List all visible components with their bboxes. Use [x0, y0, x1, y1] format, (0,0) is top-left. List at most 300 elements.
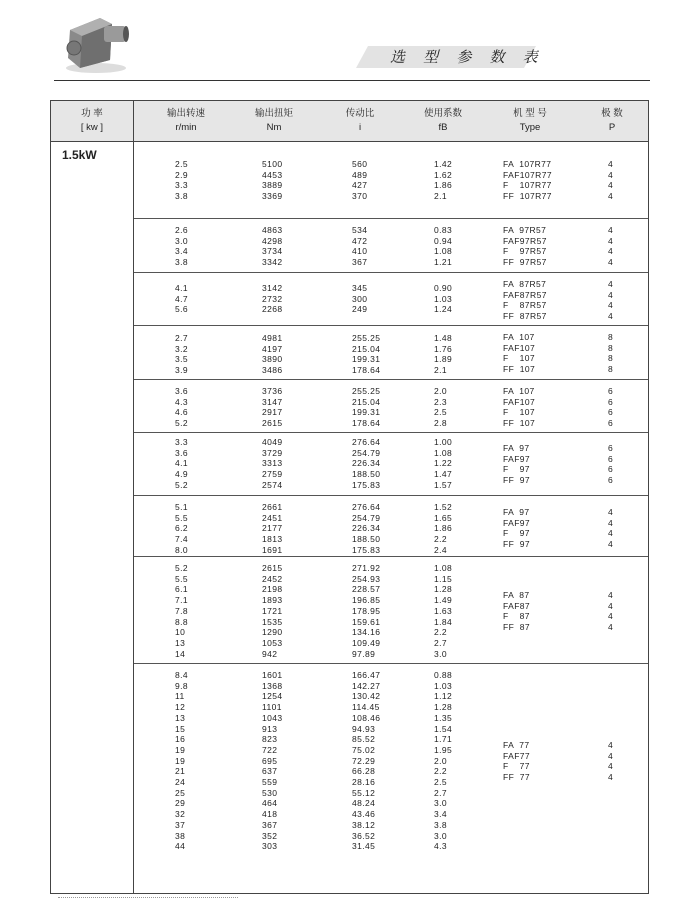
- output-speed-cell: 8.0: [175, 544, 189, 555]
- ratio-cell: 178.64: [352, 418, 381, 429]
- output-torque-cell: 2615: [262, 563, 283, 573]
- output-torque-cell: 303: [262, 841, 278, 852]
- poles-cell: 6: [608, 443, 614, 453]
- output-speed-cell: 3.8: [175, 257, 189, 268]
- header-output-torque: 输出扭矩 Nm: [254, 108, 293, 133]
- type-cell: FAF107: [503, 342, 536, 353]
- ratio-cell: 36.52: [352, 830, 376, 841]
- output-torque-cell: 4197: [262, 343, 283, 354]
- ratio-cell: 72.29: [352, 755, 376, 766]
- output-torque-cell: 3313: [262, 458, 283, 469]
- output-speed-cell: 19: [175, 744, 186, 755]
- service-factor-cell: 3.4: [434, 809, 448, 820]
- type-cell: FA 87R57: [503, 279, 547, 289]
- group-divider: [134, 663, 648, 664]
- poles-cell: 4: [608, 300, 614, 311]
- type-cell: FAF97R57: [503, 235, 547, 246]
- output-torque-cell: 1813: [262, 534, 283, 545]
- header-type: 机 型 号 Type: [513, 108, 547, 133]
- ratio-cell: 560: [352, 159, 368, 169]
- output-speed-cell: 4.1: [175, 458, 189, 469]
- poles-cell: 4: [608, 750, 614, 761]
- poles-cell: 4: [608, 611, 614, 622]
- service-factor-cell: 2.2: [434, 766, 448, 777]
- ratio-cell: 255.25: [352, 333, 381, 343]
- service-factor-cell: 1.65: [434, 512, 453, 523]
- poles-cell: 4: [608, 772, 614, 783]
- output-torque-cell: 1043: [262, 712, 283, 723]
- service-factor-cell: 1.03: [434, 293, 453, 304]
- ratio-cell: 175.83: [352, 479, 381, 490]
- output-speed-cell: 5.6: [175, 304, 189, 315]
- type-cell: FF 107R77: [503, 191, 552, 202]
- output-torque-cell: 352: [262, 830, 278, 841]
- output-speed-cell: 2.9: [175, 169, 189, 180]
- service-factor-cell: 2.5: [434, 407, 448, 418]
- ratio-cell: 159.61: [352, 616, 381, 627]
- poles-cell: 4: [608, 517, 614, 528]
- ratio-cell: 130.42: [352, 691, 381, 702]
- service-factor-cell: 1.84: [434, 616, 453, 627]
- output-speed-cell: 3.0: [175, 235, 189, 246]
- ratio-cell: 55.12: [352, 787, 376, 798]
- type-cell: F 77: [503, 761, 530, 772]
- output-torque-cell: 3147: [262, 396, 283, 407]
- output-speed-cell: 5.1: [175, 502, 189, 512]
- output-speed-cell: 4.6: [175, 407, 189, 418]
- ratio-cell: 178.95: [352, 605, 381, 616]
- service-factor-cell: 1.57: [434, 479, 453, 490]
- service-factor-cell: 1.48: [434, 333, 453, 343]
- output-speed-cell: 4.3: [175, 396, 189, 407]
- output-torque-cell: 2661: [262, 502, 283, 512]
- output-torque-cell: 1053: [262, 637, 283, 648]
- output-speed-cell: 3.6: [175, 447, 189, 458]
- output-torque-cell: 3142: [262, 283, 283, 293]
- output-speed-cell: 38: [175, 830, 186, 841]
- poles-cell: 4: [608, 528, 614, 539]
- service-factor-cell: 1.24: [434, 304, 453, 315]
- output-torque-cell: 530: [262, 787, 278, 798]
- output-speed-cell: 11: [175, 691, 185, 702]
- poles-cell: 4: [608, 590, 614, 600]
- output-torque-cell: 3369: [262, 191, 283, 202]
- output-torque-cell: 1721: [262, 605, 283, 616]
- service-factor-cell: 2.4: [434, 544, 448, 555]
- poles-cell: 6: [608, 464, 614, 475]
- type-cell: FF 97: [503, 539, 530, 550]
- service-factor-cell: 1.62: [434, 169, 453, 180]
- type-cell: FA 107R77: [503, 159, 552, 169]
- gear-reducer-logo: [60, 8, 130, 76]
- type-cell: F 97: [503, 528, 530, 539]
- type-cell: FF 107: [503, 364, 536, 375]
- ratio-cell: 300: [352, 293, 368, 304]
- output-torque-cell: 4453: [262, 169, 283, 180]
- header-power: 功 率 [ kw ]: [80, 108, 104, 133]
- service-factor-cell: 2.2: [434, 534, 448, 545]
- ratio-cell: 249: [352, 304, 368, 315]
- output-torque-cell: 5100: [262, 159, 283, 169]
- poles-cell: 4: [608, 761, 614, 772]
- poles-cell: 8: [608, 332, 614, 342]
- header-service-factor: 使用系数 fB: [423, 108, 462, 133]
- group-divider: [134, 495, 648, 496]
- ratio-cell: 28.16: [352, 777, 376, 787]
- service-factor-cell: 3.0: [434, 648, 448, 659]
- power-column-divider: [133, 101, 134, 893]
- output-speed-cell: 10: [175, 627, 186, 638]
- service-factor-cell: 1.49: [434, 595, 453, 606]
- output-torque-cell: 3342: [262, 257, 283, 268]
- service-factor-cell: 4.3: [434, 841, 448, 852]
- service-factor-cell: 2.2: [434, 627, 448, 638]
- output-speed-cell: 8.4: [175, 670, 189, 680]
- ratio-cell: 345: [352, 283, 368, 293]
- service-factor-cell: 1.08: [434, 246, 453, 257]
- output-torque-cell: 2452: [262, 573, 283, 584]
- output-speed-cell: 12: [175, 702, 186, 713]
- output-torque-cell: 3486: [262, 365, 283, 376]
- ratio-cell: 134.16: [352, 627, 381, 638]
- output-torque-cell: 3889: [262, 180, 283, 191]
- poles-cell: 8: [608, 353, 614, 364]
- output-torque-cell: 2574: [262, 479, 283, 490]
- poles-cell: 4: [608, 246, 614, 257]
- ratio-cell: 43.46: [352, 809, 376, 820]
- output-speed-cell: 3.2: [175, 343, 189, 354]
- type-cell: FA 107: [503, 386, 535, 396]
- type-cell: FF 77: [503, 772, 530, 783]
- output-speed-cell: 4.1: [175, 283, 189, 293]
- ratio-cell: 472: [352, 235, 368, 246]
- service-factor-cell: 1.52: [434, 502, 453, 512]
- type-cell: FA 77: [503, 740, 530, 750]
- ratio-cell: 215.04: [352, 396, 381, 407]
- ratio-cell: 188.50: [352, 534, 381, 545]
- output-speed-cell: 2.6: [175, 225, 189, 235]
- type-cell: FAF77: [503, 750, 531, 761]
- output-speed-cell: 3.3: [175, 180, 189, 191]
- poles-cell: 8: [608, 342, 614, 353]
- output-torque-cell: 367: [262, 819, 278, 830]
- ratio-cell: 94.93: [352, 723, 376, 734]
- group-divider: [134, 272, 648, 273]
- type-cell: FAF87: [503, 600, 531, 611]
- output-torque-cell: 2732: [262, 293, 283, 304]
- output-torque-cell: 1601: [262, 670, 283, 680]
- poles-cell: 4: [608, 311, 614, 322]
- service-factor-cell: 0.90: [434, 283, 453, 293]
- output-torque-cell: 1691: [262, 544, 283, 555]
- poles-cell: 4: [608, 235, 614, 246]
- output-torque-cell: 637: [262, 766, 278, 777]
- type-cell: FAF97: [503, 517, 531, 528]
- ratio-cell: 38.12: [352, 819, 376, 830]
- service-factor-cell: 2.0: [434, 755, 448, 766]
- output-speed-cell: 7.8: [175, 605, 189, 616]
- service-factor-cell: 3.0: [434, 798, 448, 809]
- output-speed-cell: 19: [175, 755, 186, 766]
- service-factor-cell: 1.95: [434, 744, 453, 755]
- type-cell: FA 97: [503, 443, 530, 453]
- output-speed-cell: 37: [175, 819, 186, 830]
- output-speed-cell: 4.7: [175, 293, 189, 304]
- poles-cell: 8: [608, 364, 614, 375]
- service-factor-cell: 1.86: [434, 523, 453, 534]
- type-cell: FA 107: [503, 332, 535, 342]
- ratio-cell: 215.04: [352, 343, 381, 354]
- output-torque-cell: 2177: [262, 523, 283, 534]
- output-speed-cell: 9.8: [175, 680, 189, 691]
- poles-cell: 4: [608, 289, 614, 300]
- type-cell: F 97: [503, 464, 530, 475]
- output-speed-cell: 3.4: [175, 246, 189, 257]
- output-speed-cell: 13: [175, 637, 186, 648]
- type-cell: FAF107: [503, 396, 536, 407]
- output-torque-cell: 2268: [262, 304, 283, 315]
- ratio-cell: 276.64: [352, 502, 381, 512]
- ratio-cell: 66.28: [352, 766, 376, 777]
- output-speed-cell: 5.5: [175, 512, 189, 523]
- output-speed-cell: 3.6: [175, 386, 189, 396]
- ratio-cell: 31.45: [352, 841, 376, 852]
- power-value: 1.5kW: [62, 148, 97, 162]
- output-torque-cell: 722: [262, 744, 278, 755]
- poles-cell: 6: [608, 453, 614, 464]
- footer-rule: [58, 897, 238, 898]
- type-cell: F 107: [503, 407, 536, 418]
- type-cell: FAF107R77: [503, 169, 552, 180]
- output-torque-cell: 1535: [262, 616, 283, 627]
- ratio-cell: 254.79: [352, 512, 381, 523]
- output-speed-cell: 21: [175, 766, 186, 777]
- group-divider: [134, 218, 648, 219]
- service-factor-cell: 3.8: [434, 819, 448, 830]
- output-speed-cell: 3.8: [175, 191, 189, 202]
- page-title: 选 型 参 数 表: [390, 49, 545, 66]
- service-factor-cell: 2.7: [434, 637, 448, 648]
- ratio-cell: 199.31: [352, 354, 381, 365]
- service-factor-cell: 1.89: [434, 354, 453, 365]
- ratio-cell: 226.34: [352, 458, 381, 469]
- output-torque-cell: 1893: [262, 595, 283, 606]
- service-factor-cell: 2.7: [434, 787, 448, 798]
- poles-cell: 4: [608, 169, 614, 180]
- ratio-cell: 188.50: [352, 469, 381, 480]
- output-torque-cell: 913: [262, 723, 278, 734]
- poles-cell: 4: [608, 507, 614, 517]
- poles-cell: 4: [608, 740, 614, 750]
- service-factor-cell: 1.54: [434, 723, 453, 734]
- service-factor-cell: 1.35: [434, 712, 453, 723]
- ratio-cell: 109.49: [352, 637, 381, 648]
- type-cell: FF 97R57: [503, 257, 547, 268]
- service-factor-cell: 1.00: [434, 437, 453, 447]
- poles-cell: 6: [608, 386, 614, 396]
- output-torque-cell: 3890: [262, 354, 283, 365]
- poles-cell: 6: [608, 407, 614, 418]
- ratio-cell: 410: [352, 246, 368, 257]
- header-poles: 极 数 P: [601, 108, 623, 133]
- poles-cell: 6: [608, 418, 614, 429]
- output-speed-cell: 4.9: [175, 469, 189, 480]
- ratio-cell: 254.93: [352, 573, 381, 584]
- output-torque-cell: 2615: [262, 418, 283, 429]
- type-cell: F 87: [503, 611, 530, 622]
- header-ratio: 传动比 i: [345, 108, 375, 133]
- output-torque-cell: 2917: [262, 407, 283, 418]
- type-cell: F 97R57: [503, 246, 547, 257]
- poles-cell: 4: [608, 191, 614, 202]
- service-factor-cell: 1.86: [434, 180, 453, 191]
- poles-cell: 4: [608, 279, 614, 289]
- output-torque-cell: 418: [262, 809, 278, 820]
- poles-cell: 4: [608, 225, 614, 235]
- ratio-cell: 370: [352, 191, 368, 202]
- type-cell: FA 97: [503, 507, 530, 517]
- output-speed-cell: 8.8: [175, 616, 189, 627]
- output-torque-cell: 4981: [262, 333, 283, 343]
- service-factor-cell: 1.42: [434, 159, 453, 169]
- group-divider: [134, 432, 648, 433]
- output-speed-cell: 7.1: [175, 595, 189, 606]
- output-torque-cell: 1101: [262, 702, 282, 713]
- type-cell: FA 87: [503, 590, 530, 600]
- output-speed-cell: 24: [175, 777, 186, 787]
- type-cell: FF 107: [503, 418, 536, 429]
- poles-cell: 6: [608, 396, 614, 407]
- ratio-cell: 226.34: [352, 523, 381, 534]
- service-factor-cell: 1.47: [434, 469, 453, 480]
- service-factor-cell: 1.28: [434, 702, 453, 713]
- output-speed-cell: 5.2: [175, 418, 189, 429]
- type-cell: FAF87R57: [503, 289, 547, 300]
- poles-cell: 4: [608, 180, 614, 191]
- type-cell: FAF97: [503, 453, 531, 464]
- service-factor-cell: 1.22: [434, 458, 453, 469]
- service-factor-cell: 1.76: [434, 343, 453, 354]
- ratio-cell: 489: [352, 169, 368, 180]
- ratio-cell: 534: [352, 225, 368, 235]
- type-cell: FF 97: [503, 475, 530, 486]
- poles-cell: 4: [608, 622, 614, 633]
- output-torque-cell: 1368: [262, 680, 283, 691]
- service-factor-cell: 1.15: [434, 573, 453, 584]
- output-speed-cell: 2.7: [175, 333, 189, 343]
- output-speed-cell: 5.2: [175, 563, 189, 573]
- output-speed-cell: 3.5: [175, 354, 189, 365]
- output-speed-cell: 16: [175, 734, 186, 745]
- poles-cell: 4: [608, 600, 614, 611]
- group-divider: [134, 556, 648, 557]
- service-factor-cell: 1.08: [434, 563, 453, 573]
- service-factor-cell: 0.94: [434, 235, 453, 246]
- output-speed-cell: 6.1: [175, 584, 189, 595]
- type-cell: F 87R57: [503, 300, 547, 311]
- output-speed-cell: 25: [175, 787, 186, 798]
- ratio-cell: 196.85: [352, 595, 381, 606]
- output-speed-cell: 3.9: [175, 365, 189, 376]
- service-factor-cell: 2.1: [434, 191, 448, 202]
- output-torque-cell: 4298: [262, 235, 283, 246]
- output-torque-cell: 4863: [262, 225, 283, 235]
- output-torque-cell: 1290: [262, 627, 283, 638]
- output-speed-cell: 13: [175, 712, 186, 723]
- ratio-cell: 142.27: [352, 680, 381, 691]
- poles-cell: 4: [608, 257, 614, 268]
- output-speed-cell: 6.2: [175, 523, 189, 534]
- ratio-cell: 178.64: [352, 365, 381, 376]
- output-torque-cell: 1254: [262, 691, 283, 702]
- output-speed-cell: 5.2: [175, 479, 189, 490]
- output-speed-cell: 15: [175, 723, 186, 734]
- service-factor-cell: 1.71: [434, 734, 453, 745]
- service-factor-cell: 1.03: [434, 680, 453, 691]
- output-speed-cell: 5.5: [175, 573, 189, 584]
- output-torque-cell: 2451: [262, 512, 283, 523]
- service-factor-cell: 2.0: [434, 386, 448, 396]
- service-factor-cell: 2.1: [434, 365, 448, 376]
- poles-cell: 4: [608, 539, 614, 550]
- output-torque-cell: 695: [262, 755, 278, 766]
- output-torque-cell: 3734: [262, 246, 283, 257]
- output-torque-cell: 3736: [262, 386, 283, 396]
- ratio-cell: 271.92: [352, 563, 381, 573]
- service-factor-cell: 1.12: [434, 691, 453, 702]
- service-factor-cell: 1.28: [434, 584, 453, 595]
- service-factor-cell: 1.21: [434, 257, 453, 268]
- ratio-cell: 85.52: [352, 734, 376, 745]
- ratio-cell: 228.57: [352, 584, 381, 595]
- header-output-speed: 输出转速 r/min: [166, 108, 205, 133]
- output-torque-cell: 4049: [262, 437, 283, 447]
- selection-table: [50, 100, 649, 894]
- service-factor-cell: 2.5: [434, 777, 448, 787]
- group-divider: [134, 325, 648, 326]
- service-factor-cell: 2.8: [434, 418, 448, 429]
- poles-cell: 6: [608, 475, 614, 486]
- output-torque-cell: 559: [262, 777, 278, 787]
- output-torque-cell: 3729: [262, 447, 283, 458]
- type-cell: FF 87R57: [503, 311, 547, 322]
- service-factor-cell: 1.63: [434, 605, 453, 616]
- service-factor-cell: 2.3: [434, 396, 448, 407]
- output-speed-cell: 14: [175, 648, 186, 659]
- output-speed-cell: 2.5: [175, 159, 189, 169]
- output-speed-cell: 32: [175, 809, 186, 820]
- ratio-cell: 175.83: [352, 544, 381, 555]
- output-torque-cell: 942: [262, 648, 278, 659]
- ratio-cell: 48.24: [352, 798, 376, 809]
- ratio-cell: 255.25: [352, 386, 381, 396]
- group-divider: [134, 379, 648, 380]
- output-torque-cell: 2759: [262, 469, 283, 480]
- service-factor-cell: 0.88: [434, 670, 453, 680]
- ratio-cell: 199.31: [352, 407, 381, 418]
- output-torque-cell: 464: [262, 798, 278, 809]
- ratio-cell: 276.64: [352, 437, 381, 447]
- output-speed-cell: 44: [175, 841, 186, 852]
- service-factor-cell: 0.83: [434, 225, 453, 235]
- type-cell: F 107: [503, 353, 536, 364]
- service-factor-cell: 3.0: [434, 830, 448, 841]
- ratio-cell: 97.89: [352, 648, 376, 659]
- ratio-cell: 75.02: [352, 744, 376, 755]
- output-speed-cell: 7.4: [175, 534, 189, 545]
- output-torque-cell: 823: [262, 734, 278, 745]
- ratio-cell: 114.45: [352, 702, 380, 713]
